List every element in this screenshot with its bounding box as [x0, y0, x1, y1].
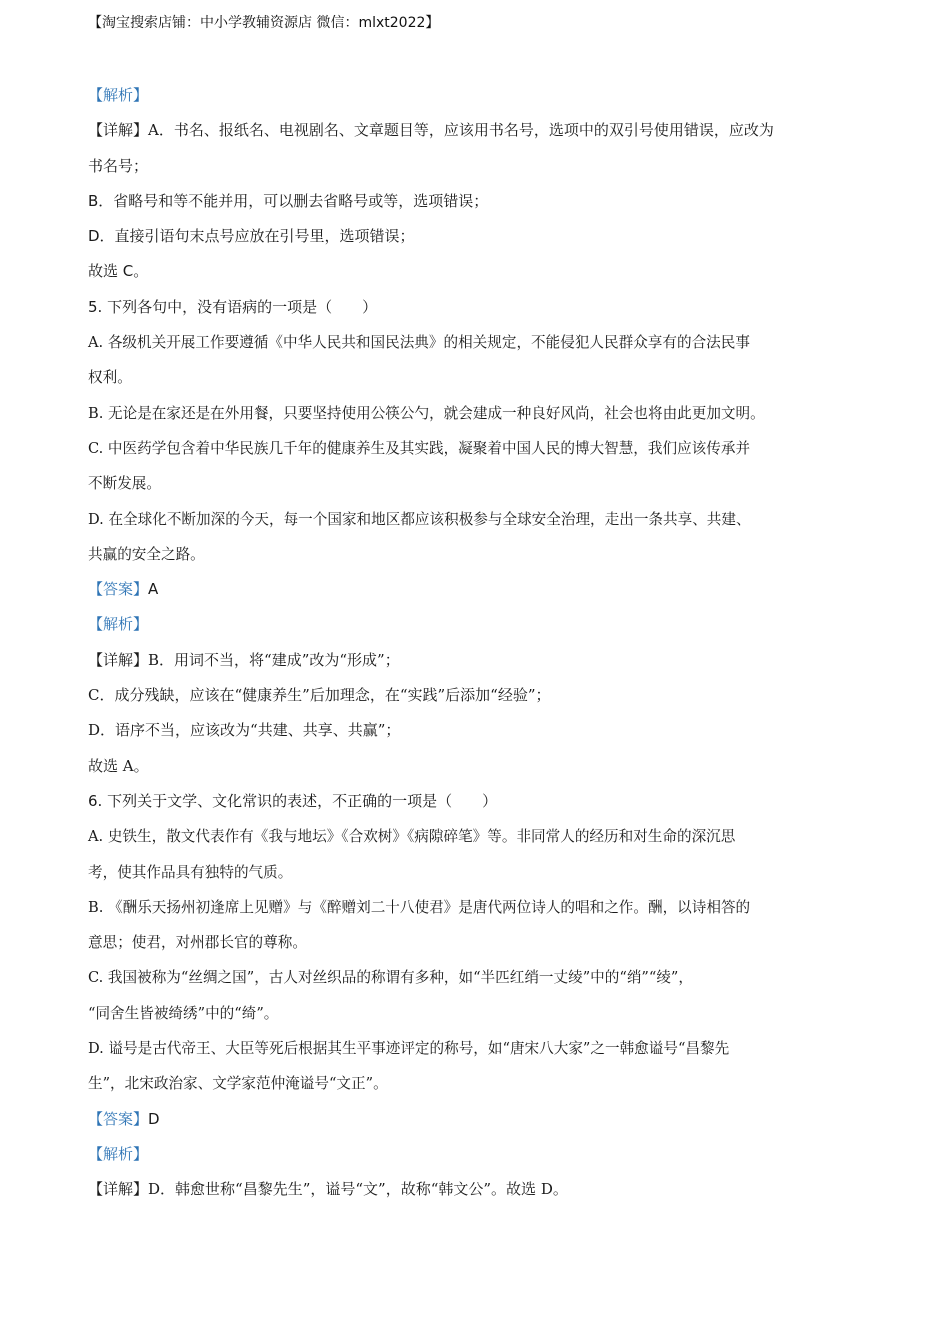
q4-detail-b: B．省略号和等不能并用，可以删去省略号或等，选项错误；: [88, 191, 489, 210]
q5-detail-c: C．成分残缺，应该在“健康养生”后加理念，在“实践”后添加“经验”；: [88, 686, 551, 705]
q5-option-d: D. 在全球化不断加深的今天，每一个国家和地区都应该积极参与全球安全治理，走出一条共享、共建、: [88, 510, 751, 528]
detail-tag: 【详解】: [88, 1180, 149, 1199]
q6-option-c-cont: “同舍生皆被绮绣”中的“绮”。: [88, 1004, 279, 1022]
q5-stem: 5. 下列各句中，没有语病的一项是（ ）: [88, 297, 378, 316]
q6-answer: [88, 1102, 868, 1137]
analysis-tag: 【解析】: [88, 1144, 149, 1163]
q6-analysis-heading: [88, 1137, 868, 1172]
q4-detail-a-text: A．书名、报纸名、电视剧名、文章题目等，应该用书名号，选项中的双引号使用错误，应改为: [148, 121, 774, 140]
q6-detail-d: [88, 1172, 868, 1207]
q5-answer: [88, 572, 868, 607]
page-header: 【淘宝搜索店铺：中小学教辅资源店 微信：mlxt2022】: [88, 15, 440, 31]
q5-answer-value: A: [148, 580, 159, 599]
q4-conclusion: 故选 C。: [88, 262, 149, 281]
q5-detail-b-text: B．用词不当，将“建成”改为“形成”；: [148, 650, 400, 669]
q5-option-a: A. 各级机关开展工作要遵循《中华人民共和国民法典》的相关规定，不能侵犯人民群众享有的合法民事: [88, 334, 750, 352]
q4-analysis-heading: [88, 78, 868, 113]
q6-option-d: D. 谥号是古代帝王、大臣等死后根据其生平事迹评定的称号，如“唐宋八大家”之一韩愈谥号“昌黎先: [88, 1040, 730, 1058]
q5-option-c-cont: 不断发展。: [88, 475, 161, 493]
document-body: [88, 78, 868, 1208]
q5-option-c: C. 中医药学包含着中华民族几千年的健康养生及其实践，凝聚着中国人民的博大智慧，我们应该传承并: [88, 439, 751, 457]
q4-detail-d: D．直接引语句末点号应放在引号里，选项错误；: [88, 227, 415, 246]
q5-option-d-cont: 共赢的安全之路。: [88, 545, 205, 563]
q6-stem: 6. 下列关于文学、文化常识的表述，不正确的一项是（ ）: [88, 791, 498, 810]
q6-option-a-cont: 考，使其作品具有独特的气质。: [88, 863, 293, 881]
detail-tag: 【详解】: [88, 121, 149, 140]
q5-conclusion: 故选 A。: [88, 756, 149, 775]
analysis-tag: 【解析】: [88, 86, 149, 104]
analysis-tag: 【解析】: [88, 615, 149, 634]
q5-option-a-cont: 权利。: [88, 369, 132, 387]
q5-detail-b: [88, 643, 868, 678]
q6-option-c: C. 我国被称为“丝绸之国”，古人对丝织品的称谓有多种，如“半匹红绡一丈绫”中的“绡”“绫”，: [88, 969, 693, 987]
q6-detail-d-text: D．韩愈世称“昌黎先生”，谥号“文”，故称“韩文公”。故选 D。: [148, 1180, 568, 1199]
q6-answer-value: D: [148, 1109, 160, 1128]
q6-option-b: B. 《酬乐天扬州初逢席上见赠》与《醉赠刘二十八使君》是唐代两位诗人的唱和之作。酬，以诗相答的: [88, 898, 751, 916]
q4-detail-a-cont: 书名号；: [88, 156, 149, 175]
q6-option-d-cont: 生”，北宋政治家、文学家范仲淹谥号“文正”。: [88, 1075, 388, 1093]
answer-tag: 【答案】: [88, 580, 149, 599]
q5-detail-d: D．语序不当，应该改为“共建、共享、共赢”；: [88, 721, 401, 740]
q6-option-b-cont: 意思；使君，对州郡长官的尊称。: [88, 934, 307, 952]
q4-detail-a: [88, 113, 868, 148]
q5-analysis-heading: [88, 607, 868, 642]
q6-option-a: A. 史铁生，散文代表作有《我与地坛》《合欢树》《病隙碎笔》等。非同常人的经历和对生命的深沉思: [88, 828, 736, 846]
answer-tag: 【答案】: [88, 1109, 149, 1128]
detail-tag: 【详解】: [88, 650, 149, 669]
q5-option-b: B. 无论是在家还是在外用餐，只要坚持使用公筷公勺，就会建成一种良好风尚，社会也将由此更加文明。: [88, 404, 765, 422]
